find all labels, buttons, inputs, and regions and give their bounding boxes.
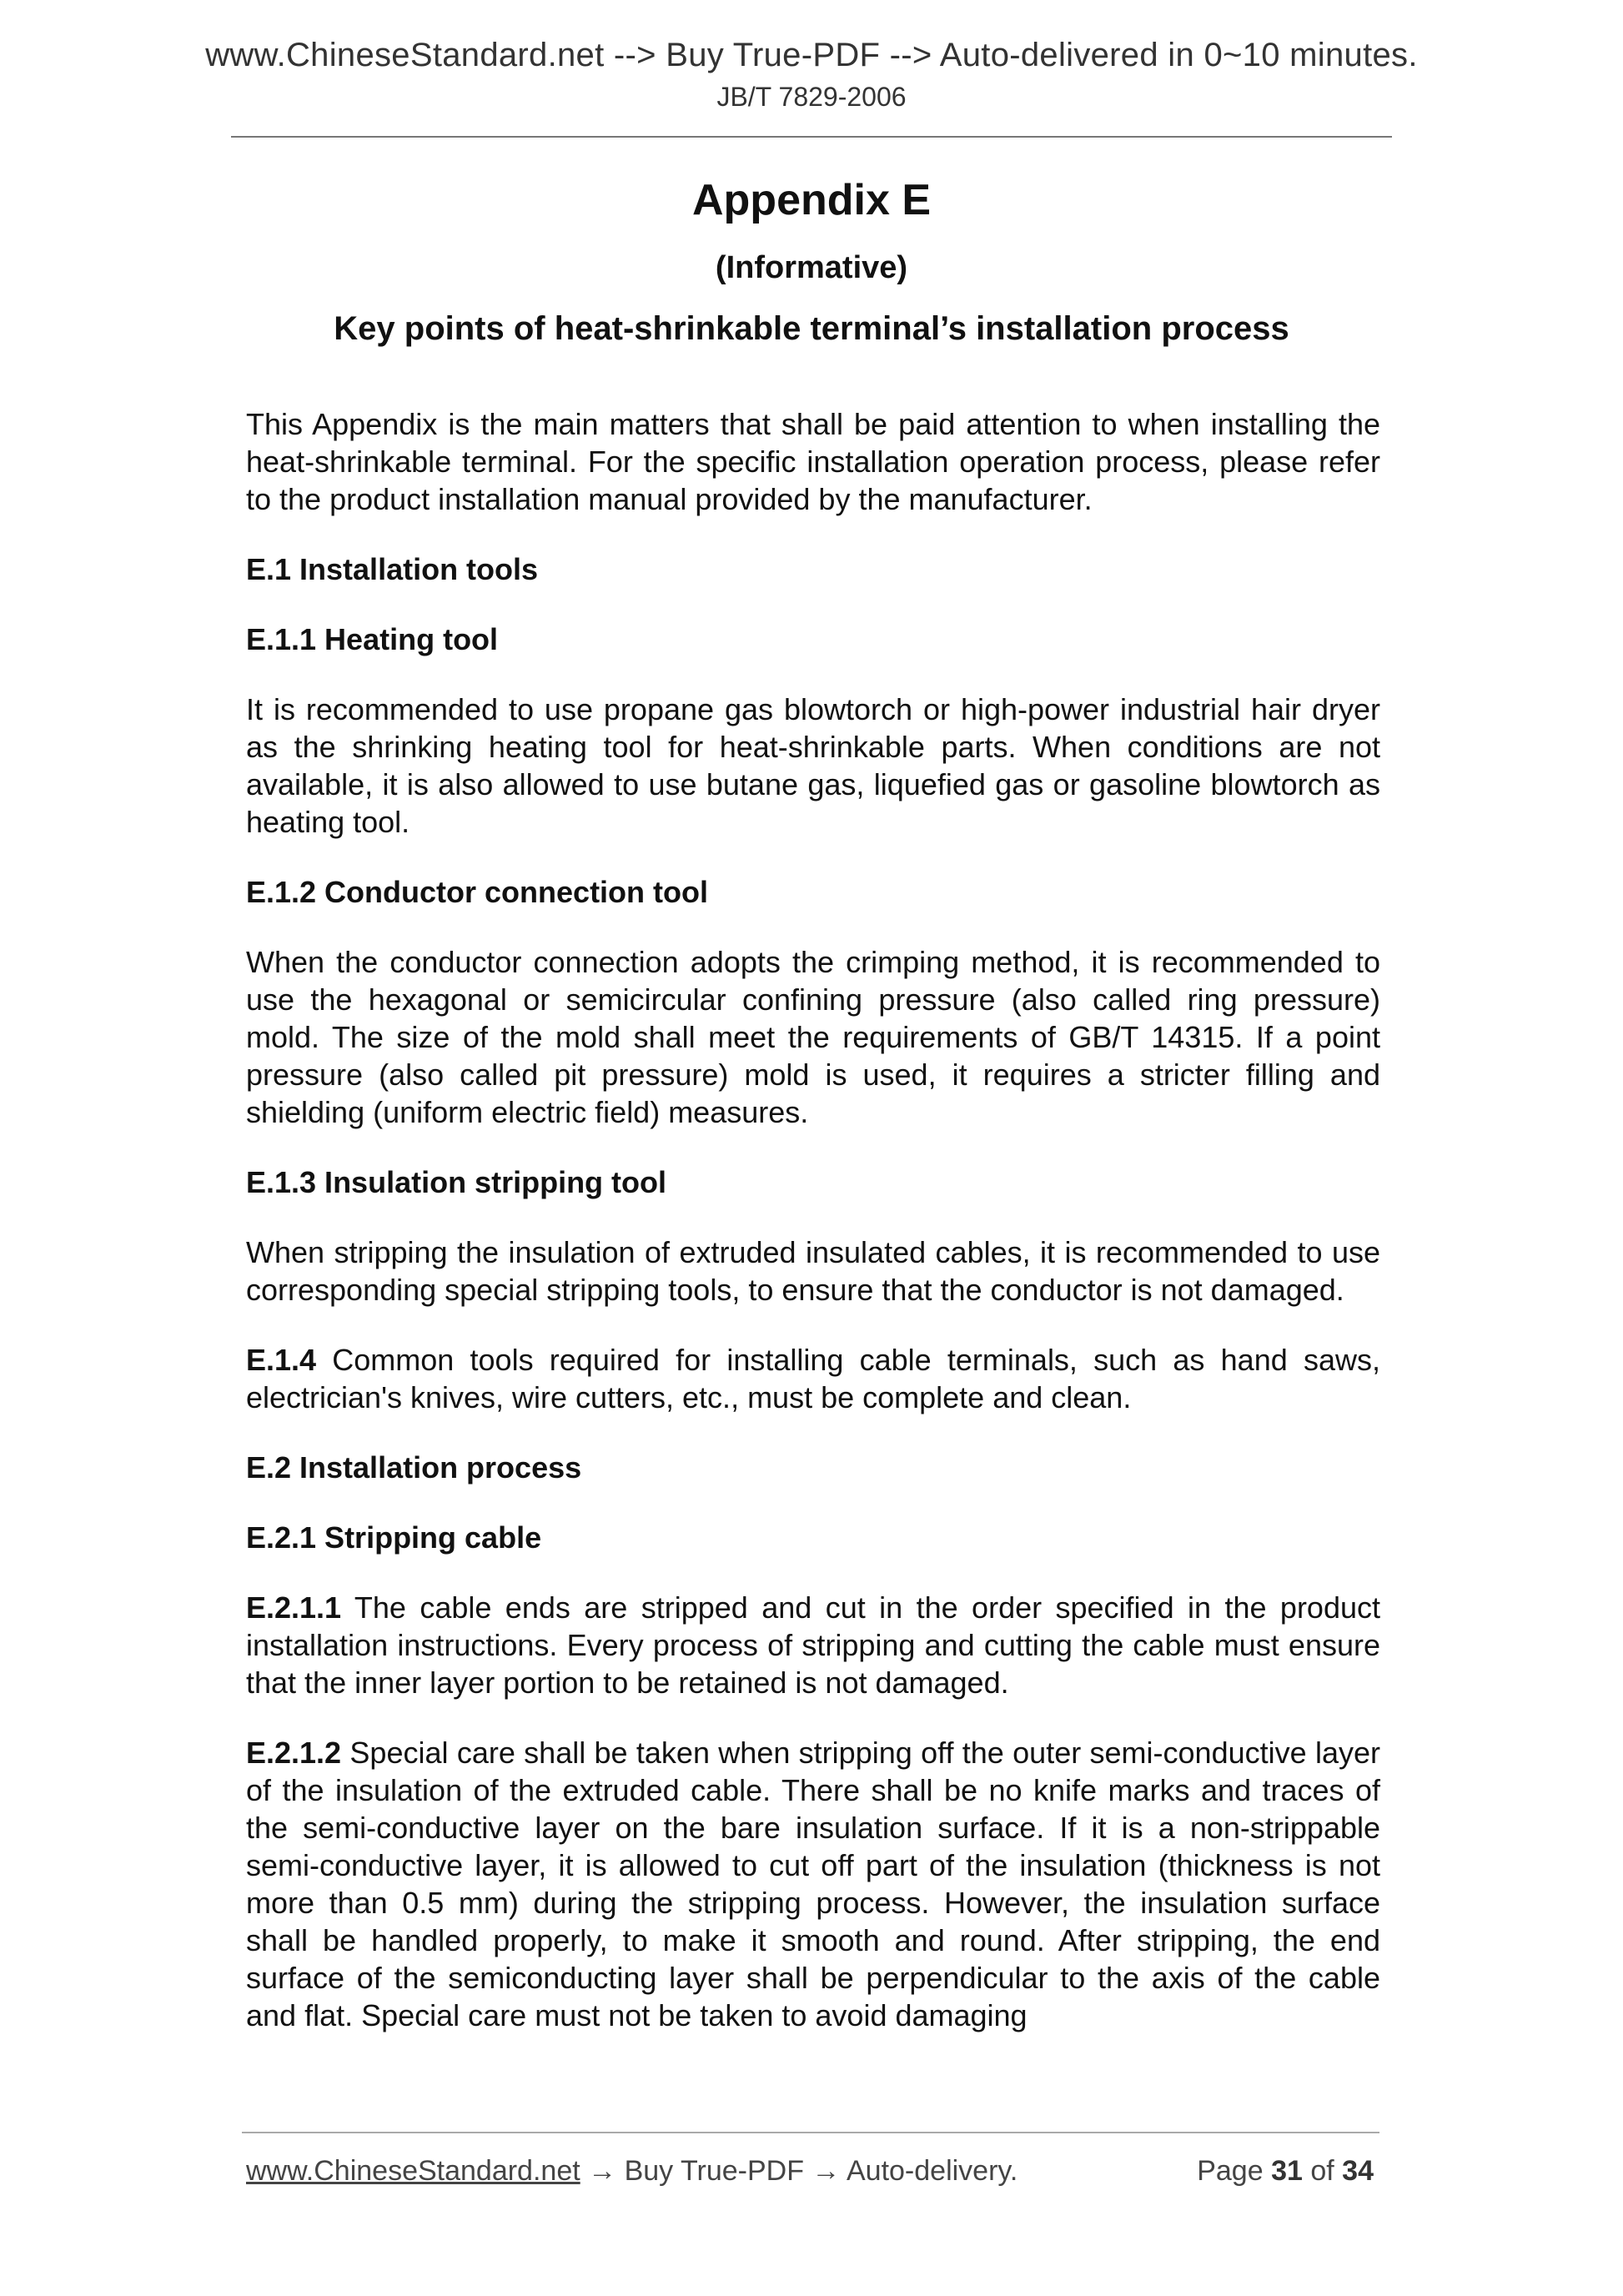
clause-label-e1-4: E.1.4 <box>246 1343 317 1377</box>
footer-divider <box>242 2132 1379 2133</box>
footer-site-link[interactable]: www.ChineseStandard.net <box>246 2155 580 2187</box>
document-code: JB/T 7829-2006 <box>716 82 907 112</box>
page-footer <box>246 2155 1374 2188</box>
clause-text-e2-1-2: Special care shall be taken when stripping off the outer semi-conductive layer of the insulation of the extruded cable. There shall be no knife marks and traces of the semi-conductive layer on the bare insulation surface. If it is a non-strippable semi-conductive layer, it is allowed to cut off part of the insulation (thickness is not more than 0.5 mm) during the stripping process. However, the insulation surface shall be handled properly, to make it smooth and round. After stripping, the end surface of the semiconducting layer shall be perpendicular to the axis of the cable and flat. Special care must not be taken to avoid damaging <box>246 1736 1380 2032</box>
section-heading-e1-1: E.1.1 Heating tool <box>246 622 499 656</box>
page-indicator <box>1197 2155 1374 2188</box>
clause-text-e2-1-1: The cable ends are stripped and cut in the order specified in the product installation instructions. Every process of stripping and cutting the cable must ensure that the inner layer portion to be retained is not damaged. <box>246 1590 1380 1700</box>
appendix-subject: Key points of heat-shrinkable terminal’s installation process <box>334 310 1289 347</box>
paragraph-e2-1-2 <box>246 1734 1380 2034</box>
paragraph-e2-1-1 <box>246 1589 1380 1701</box>
clause-text-e1-4: Common tools required for installing cable terminals, such as hand saws, electrician's knives, wire cutters, etc., must be complete and clean. <box>246 1343 1380 1414</box>
section-heading-e1: E.1 Installation tools <box>246 552 539 586</box>
appendix-title: Appendix E <box>691 176 932 224</box>
clause-label-e2-1-1: E.2.1.1 <box>246 1590 342 1625</box>
page-word: Page <box>1197 2155 1264 2187</box>
top-banner: www.ChineseStandard.net --> Buy True-PDF --> Auto-delivered in 0~10 minutes. <box>205 37 1418 73</box>
paragraph-e1-1: It is recommended to use propane gas blowtorch or high-power industrial hair dryer as the shrinking heating tool for heat-shrinkable parts. When conditions are not available, it is also allowed to use butane gas, liquefied gas or gasoline blowtorch as heating tool. <box>246 692 1380 839</box>
section-heading-e1-2: E.1.2 Conductor connection tool <box>246 875 709 909</box>
of-word: of <box>1310 2155 1334 2187</box>
header-divider <box>231 136 1392 138</box>
intro-paragraph: This Appendix is the main matters that shall be paid attention to when installing the heat-shrinkable terminal. For the specific installation operation process, please refer to the product installation manual provided by the manufacturer. <box>246 407 1380 516</box>
footer-tagline: → Buy True-PDF → Auto-delivery. <box>580 2155 1018 2187</box>
paragraph-e1-4 <box>246 1341 1380 1416</box>
paragraph-e1-2: When the conductor connection adopts the crimping method, it is recommended to use the hexagonal or semicircular confining pressure (also called ring pressure) mold. The size of the mold shall meet the requirements of GB/T 14315. If a point pressure (also called pit pressure) mold is used, it requires a stricter filling and shielding (uniform electric field) measures. <box>246 945 1380 1129</box>
clause-label-e2-1-2: E.2.1.2 <box>246 1736 342 1770</box>
section-heading-e1-3: E.1.3 Insulation stripping tool <box>246 1165 667 1199</box>
section-heading-e2: E.2 Installation process <box>246 1450 582 1485</box>
paragraph-e1-3: When stripping the insulation of extruded insulated cables, it is recommended to use corresponding special stripping tools, to ensure that the conductor is not damaged. <box>246 1235 1380 1307</box>
document-body <box>246 405 1380 2067</box>
appendix-type: (Informative) <box>715 250 908 285</box>
section-heading-e2-1: E.2.1 Stripping cable <box>246 1520 542 1555</box>
current-page-number: 31 <box>1271 2155 1303 2187</box>
total-pages-number: 34 <box>1342 2155 1374 2187</box>
